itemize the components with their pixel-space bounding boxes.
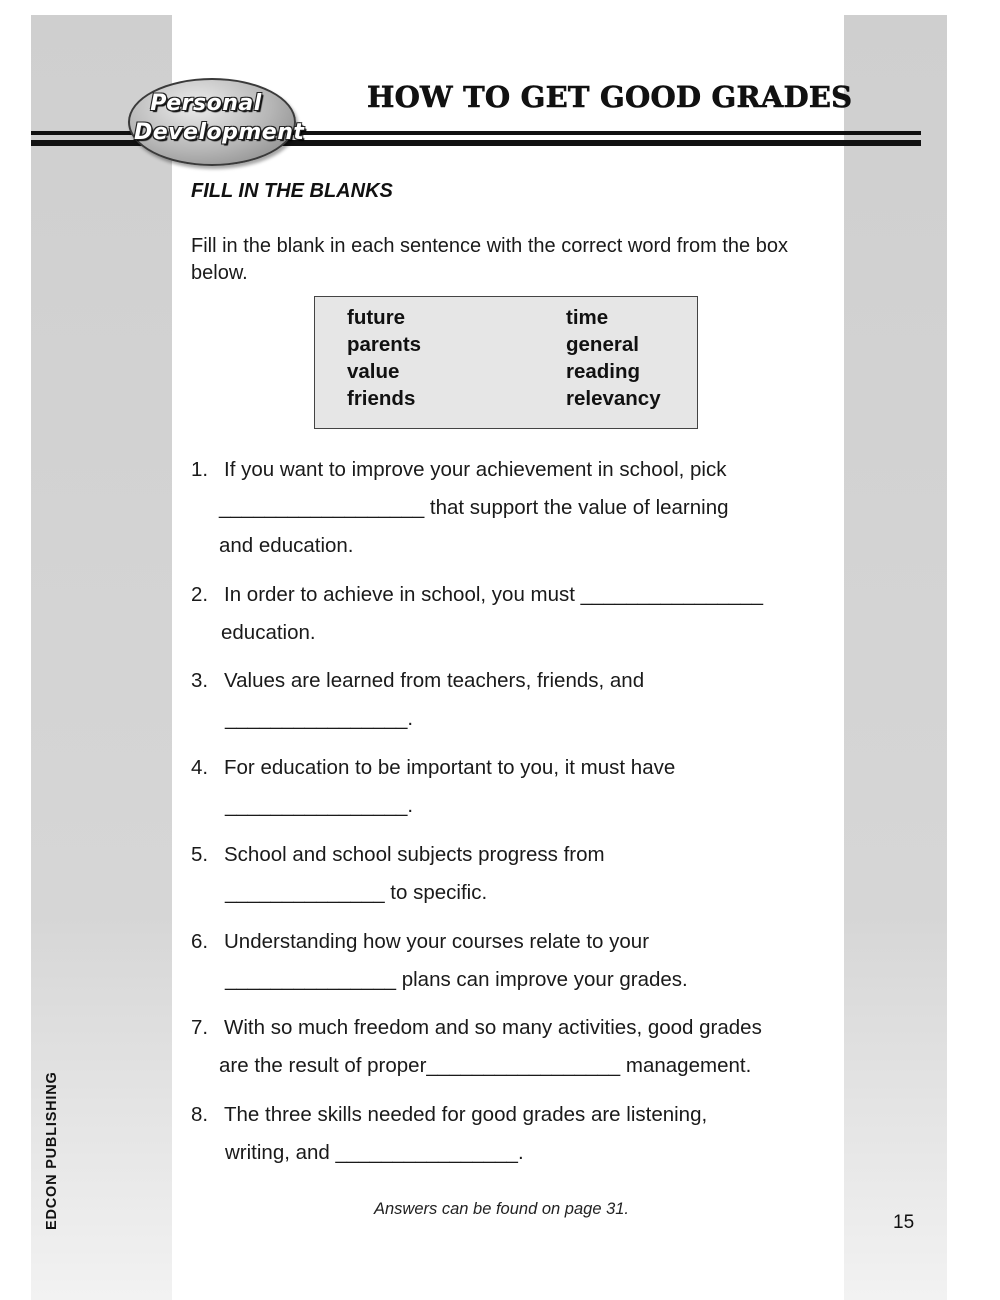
question-3-line-2: ________________. xyxy=(225,707,414,730)
question-line: School and school subjects progress from xyxy=(224,843,605,866)
question-4 xyxy=(191,756,675,780)
word-bank-item: time xyxy=(566,306,609,329)
question-number: 6. xyxy=(191,930,209,953)
question-line: Values are learned from teachers, friends, and xyxy=(224,669,645,692)
question-8 xyxy=(191,1103,707,1127)
question-3 xyxy=(191,669,644,693)
question-line: The three skills needed for good grades are listening, xyxy=(224,1103,708,1126)
question-line: With so much freedom and so many activities, good grades xyxy=(224,1016,762,1039)
word-bank-item: relevancy xyxy=(566,387,661,410)
question-1-line-3: and education. xyxy=(219,534,354,557)
word-bank-item: future xyxy=(347,306,406,329)
word-bank-item: reading xyxy=(566,360,641,383)
question-line: For education to be important to you, it must have xyxy=(224,756,676,779)
question-number: 7. xyxy=(191,1016,209,1039)
question-line: Understanding how your courses relate to your xyxy=(224,930,650,953)
personal-development-badge xyxy=(128,78,305,166)
badge-line-2: Development xyxy=(134,120,305,145)
question-2 xyxy=(191,583,763,607)
question-7-line-2: are the result of proper_________________ management. xyxy=(219,1054,752,1077)
question-2-line-2: education. xyxy=(221,621,316,644)
instructions-text: Fill in the blank in each sentence with the correct word from the box below. xyxy=(191,235,788,284)
word-bank-item: general xyxy=(566,333,639,356)
publisher-label: EDCON PUBLISHING xyxy=(44,1071,60,1230)
question-6-line-2: _______________ plans can improve your grades. xyxy=(225,968,688,991)
question-5-line-2: ______________ to specific. xyxy=(225,881,488,904)
page-title: HOW TO GET GOOD GRADES xyxy=(367,80,853,114)
question-number: 1. xyxy=(191,458,209,481)
badge-line-1: Personal xyxy=(150,91,262,116)
word-bank-item: value xyxy=(347,360,400,383)
question-number: 8. xyxy=(191,1103,209,1126)
question-line: In order to achieve in school, you must ________________ xyxy=(224,583,764,606)
question-1 xyxy=(191,458,727,482)
answers-note: Answers can be found on page 31. xyxy=(374,1200,630,1218)
word-bank-item: parents xyxy=(347,333,422,356)
right-gray-band xyxy=(844,15,947,1300)
question-7 xyxy=(191,1016,762,1040)
question-6 xyxy=(191,930,649,954)
question-number: 5. xyxy=(191,843,209,866)
word-bank-item: friends xyxy=(347,387,416,410)
question-1-line-2: __________________ that support the value of learning xyxy=(219,496,729,519)
question-number: 3. xyxy=(191,669,209,692)
question-4-line-2: ________________. xyxy=(225,794,414,817)
question-line: If you want to improve your achievement in school, pick xyxy=(224,458,727,481)
page-number: 15 xyxy=(893,1212,915,1233)
question-number: 4. xyxy=(191,756,209,779)
question-8-line-2: writing, and ________________. xyxy=(225,1141,524,1164)
word-bank-box xyxy=(314,296,698,429)
section-heading: FILL IN THE BLANKS xyxy=(191,180,393,202)
question-number: 2. xyxy=(191,583,209,606)
question-5 xyxy=(191,843,605,867)
